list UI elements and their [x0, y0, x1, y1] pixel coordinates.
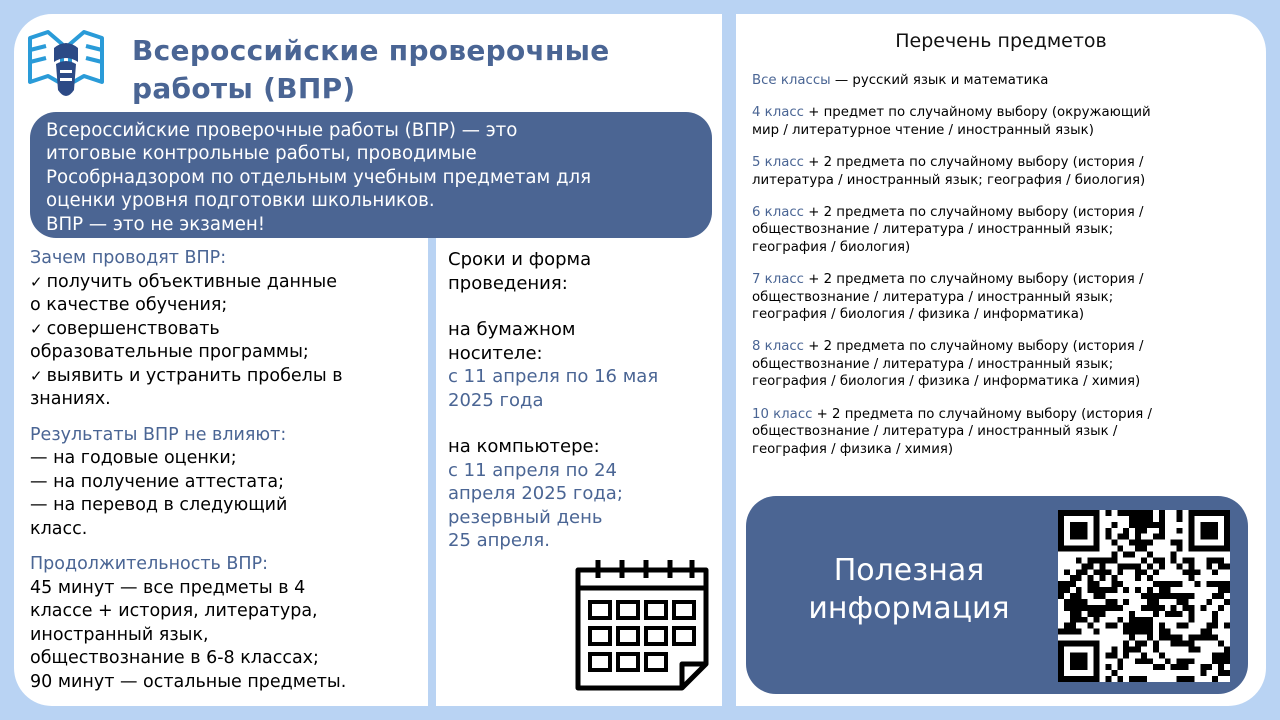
why-item: знаниях.	[30, 389, 111, 409]
subjects-list	[752, 72, 1252, 473]
grade-label: 7 класс	[752, 272, 804, 288]
pc-label: на компьютере:	[448, 436, 600, 457]
page-title	[132, 32, 652, 108]
grade-text: обществознание / литература / иностранный язык /	[752, 424, 1118, 440]
grade-text: + 2 предмета по случайному выбору (история /	[804, 205, 1144, 221]
why-item	[30, 318, 422, 342]
grade-label: 8 класс	[752, 339, 804, 355]
grade-text: география / физика / химия)	[752, 441, 954, 457]
useful-info-box	[746, 496, 1248, 694]
check-icon: ✓	[30, 366, 43, 385]
intro-box	[30, 112, 712, 238]
duration-item: 45 минут — все предметы в 4	[30, 577, 306, 598]
schedule-column	[448, 248, 708, 553]
grade-text: литература / иностранный язык; география / биология)	[752, 172, 1146, 188]
grade-text: обществознание / литература / иностранный язык;	[752, 289, 1114, 305]
grade-label: 10 класс	[752, 406, 813, 422]
grade-text: + 2 предмета по случайному выбору (история /	[812, 406, 1152, 422]
results-item: — на перевод в следующий	[30, 495, 288, 515]
grade-label: 6 класс	[752, 205, 804, 221]
schedule-title: проведения:	[448, 272, 568, 294]
intro-line: итоговые контрольные работы, проводимые	[46, 143, 477, 165]
pc-dates: апреля 2025 года;	[448, 483, 623, 504]
why-item: образовательные программы;	[30, 342, 309, 362]
grade-text: география / биология / физика / информатика / химия)	[752, 374, 1141, 390]
list-item	[752, 406, 1252, 458]
duration-item: классе + история, литература,	[30, 601, 318, 621]
list-item	[752, 154, 1252, 189]
duration-item: 90 минут — остальные предметы.	[30, 671, 347, 692]
grade-text: + предмет по случайному выбору (окружающий	[804, 105, 1151, 121]
check-icon: ✓	[30, 319, 43, 338]
useful-info-label	[774, 552, 1044, 628]
why-text: выявить и устранить пробелы в	[46, 365, 343, 386]
grade-text: + 2 предмета по случайному выбору (история /	[804, 339, 1144, 355]
calendar-icon	[572, 556, 712, 692]
results-item: — на получение аттестата;	[30, 471, 284, 492]
why-text: совершенствовать	[46, 318, 220, 339]
list-item	[752, 204, 1252, 256]
column-divider	[428, 236, 436, 706]
why-title: Зачем проводят ВПР:	[30, 248, 227, 268]
title-line: Всероссийские проверочные	[132, 34, 610, 67]
why-item	[30, 271, 422, 295]
qr-code-icon[interactable]	[1058, 510, 1230, 682]
list-item	[752, 72, 1252, 89]
duration-title: Продолжительность ВПР:	[30, 554, 269, 574]
results-item: класс.	[30, 518, 88, 539]
grade-text: + 2 предмета по случайному выбору (история /	[804, 155, 1144, 171]
owl-book-logo-icon	[26, 28, 106, 106]
pc-dates: с 11 апреля по 24	[448, 459, 618, 481]
subjects-title: Перечень предметов	[895, 30, 1107, 52]
list-item	[752, 271, 1252, 323]
duration-item: иностранный язык,	[30, 624, 209, 645]
intro-line: ВПР — это не экзамен!	[46, 213, 266, 235]
why-text: получить объективные данные	[46, 271, 338, 292]
why-item	[30, 365, 422, 389]
schedule-title: Сроки и форма	[448, 249, 592, 270]
info-line: информация	[808, 591, 1010, 626]
grade-text: география / биология)	[752, 239, 911, 255]
info-line: Полезная	[833, 553, 985, 588]
grade-text: обществознание / литература / иностранный язык;	[752, 222, 1114, 238]
grade-label: Все классы	[752, 73, 831, 88]
paper-dates: 2025 года	[448, 389, 544, 411]
intro-line: Всероссийские проверочные работы (ВПР) — это	[46, 120, 518, 141]
grade-text: география / биология / физика / информатика)	[752, 307, 1085, 323]
results-title: Результаты ВПР не влияют:	[30, 424, 287, 445]
grade-text: — русский язык и математика	[830, 73, 1049, 88]
grade-text: мир / литературное чтение / иностранный язык)	[752, 122, 1094, 138]
grade-label: 5 класс	[752, 155, 804, 171]
paper-label: носителе:	[448, 342, 543, 364]
title-line: работы (ВПР)	[132, 72, 356, 105]
left-column	[30, 247, 422, 694]
intro-line: оценки уровня подготовки школьников.	[46, 190, 435, 212]
pc-dates: 25 апреля.	[448, 530, 550, 551]
list-item	[752, 338, 1252, 390]
paper-label: на бумажном	[448, 319, 576, 340]
grade-text: + 2 предмета по случайному выбору (история /	[804, 272, 1144, 288]
duration-item: обществознание в 6-8 классах;	[30, 648, 319, 668]
why-item: о качестве обучения;	[30, 295, 228, 315]
check-icon: ✓	[30, 272, 43, 291]
grade-text: обществознание / литература / иностранный язык;	[752, 356, 1114, 372]
paper-dates: с 11 апреля по 16 мая	[448, 366, 659, 387]
list-item	[752, 104, 1252, 139]
grade-label: 4 класс	[752, 105, 804, 121]
intro-line: Рособрнадзором по отдельным учебным предметам для	[46, 166, 592, 188]
results-item: — на годовые оценки;	[30, 448, 237, 468]
pc-dates: резервный день	[448, 506, 603, 528]
